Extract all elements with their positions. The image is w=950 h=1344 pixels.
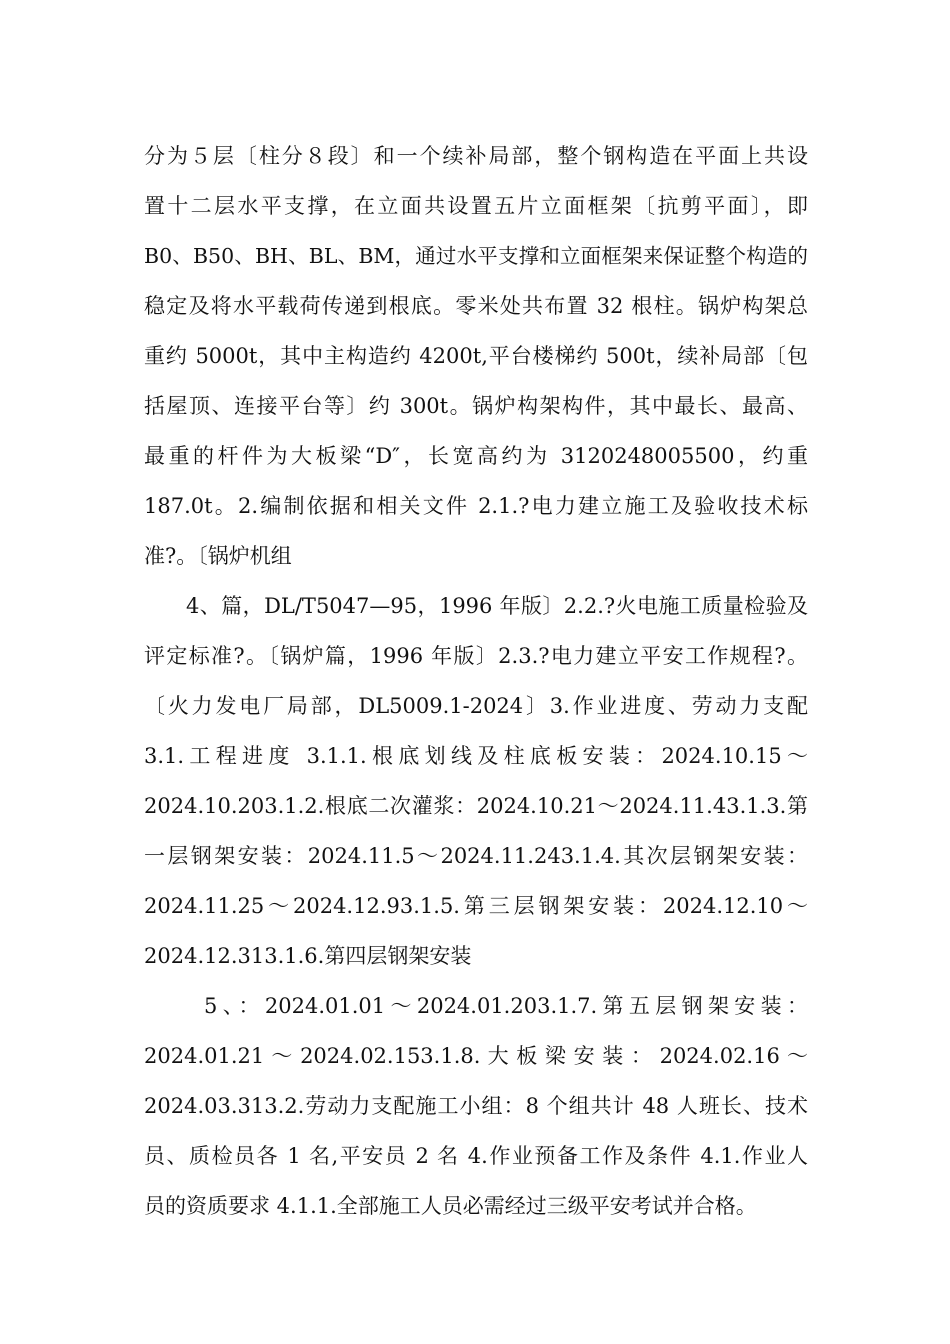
text-line: 最重的杆件为大板梁“D″，长宽高约为 3120248005500，约重 bbox=[144, 444, 808, 468]
text-line: 〔火力发电厂局部，DL5009.1-2024〕3.作业进度、劳动力支配 bbox=[144, 694, 808, 718]
text-line: 2024.10.203.1.2.根底二次灌浆：2024.10.21～2024.11.43.1.3.第 bbox=[144, 794, 808, 818]
text-line: B0、B50、BH、BL、BM，通过水平支撑和立面框架来保证整个构造的 bbox=[144, 244, 808, 268]
text-line: 5、：2024.01.01～2024.01.203.1.7.第五层钢架安装： bbox=[204, 994, 808, 1018]
text-line: 2024.01.21 ～ 2024.02.153.1.8. 大 板 梁 安 装 ： 2024.02.16 ～ bbox=[144, 1044, 808, 1068]
text-line: 2024.12.313.1.6.第四层钢架安装 bbox=[144, 944, 472, 968]
text-line: 重约 5000t，其中主构造约 4200t,平台楼梯约 500t，续补局部〔包 bbox=[144, 344, 808, 368]
text-line: 3.1.工程进度 3.1.1.根底划线及柱底板安装：2024.10.15～ bbox=[144, 744, 808, 768]
text-line: 员的资质要求 4.1.1.全部施工人员必需经过三级平安考试并合格。 bbox=[144, 1194, 757, 1218]
text-line: 2024.11.25～2024.12.93.1.5.第三层钢架安装：2024.12.10～ bbox=[144, 894, 808, 918]
text-line: 4、篇，DL/T5047—95，1996 年版〕2.2.?火电施工质量检验及 bbox=[186, 594, 808, 618]
text-line: 187.0t。2.编制依据和相关文件 2.1.?电力建立施工及验收技术标 bbox=[144, 494, 808, 518]
text-line: 括屋顶、连接平台等〕约 300t。锅炉构架构件，其中最长、最高、 bbox=[144, 394, 808, 418]
text-line: 分为５层〔柱分８段〕和一个续补局部，整个钢构造在平面上共设 bbox=[144, 144, 808, 168]
text-line: 员、质检员各 1 名,平安员 2 名 4.作业预备工作及条件 4.1.作业人 bbox=[144, 1144, 808, 1168]
text-line: 稳定及将水平载荷传递到根底。零米处共布置 32 根柱。锅炉构架总 bbox=[144, 294, 808, 318]
text-line: 评定标准?。〔锅炉篇，1996 年版〕2.3.?电力建立平安工作规程?。 bbox=[144, 644, 808, 668]
text-line: 准?。〔锅炉机组 bbox=[144, 544, 292, 568]
text-line: 2024.03.313.2.劳动力支配施工小组：8 个组共计 48 人班长、技术 bbox=[144, 1094, 808, 1118]
text-line: 一层钢架安装：2024.11.5～2024.11.243.1.4.其次层钢架安装： bbox=[144, 844, 808, 868]
text-line: 置十二层水平支撑，在立面共设置五片立面框架〔抗剪平面〕，即 bbox=[144, 194, 808, 218]
